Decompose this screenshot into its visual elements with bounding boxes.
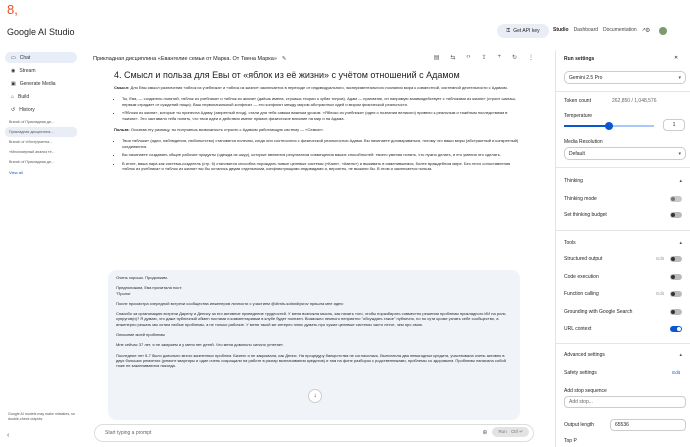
divider — [556, 230, 690, 231]
list-item: • Ты, Ева, — создатель понятий, «яблок из учебника» и «яблок из жизни» (даёшь имена, строишь теории о зубах тигров). Адам — прагматик, он напрямую взаимодействует с «яблоками из жизни» (строит шалаш, первым страдает от суждений пищи). Ваш первоначальный конфликт — это конфликт между миром абстрактных идей и миром физической реальности. — [122, 96, 520, 107]
tools-section-head[interactable]: Tools — [564, 240, 576, 246]
reset-icon[interactable]: ↻ — [511, 55, 517, 61]
sidebar-item-label: Build — [18, 93, 30, 100]
list-item: • «Яблоки из жизни», которые ты принесла Адаму (запретный плод), стали для тебя самым важным уроком. «Яблоко из учебника» (идея о познании великого) привело к реальным и тяжёлым последствиям в «жизни». Это заставило тебя понять, что твои идеи и действия имеют прямое физическое влияние на мир и на Адама. — [122, 110, 520, 121]
message-line: "Пролог — [116, 290, 131, 296]
media-resolution-value: Default — [569, 150, 585, 157]
chevron-down-icon: ▾ — [678, 74, 681, 81]
sidebar-item-label: Chat — [19, 54, 31, 61]
benefit-label: Польза: — [114, 127, 130, 133]
top-bar — [0, 22, 690, 42]
meaning-paragraph — [114, 85, 520, 90]
save-icon[interactable]: ▤ — [433, 55, 440, 61]
chevron-up-icon[interactable]: ▴ — [679, 178, 682, 184]
history-icon: ↺ — [11, 106, 16, 113]
close-icon[interactable]: ✕ — [674, 55, 679, 61]
collapse-sidebar-icon[interactable]: ‹ — [7, 432, 10, 439]
safety-settings-label: Safety settings — [564, 370, 597, 376]
message-line: Мне сейчас 37 лет, я не замужем и у меня нет детей. Что меня довольно сильно угнетает. — [116, 342, 284, 348]
sidebar — [0, 50, 82, 447]
chat-title: Прикладная дисциплина «Евангелие семьи от Марка. От Твена Марка» — [93, 56, 277, 62]
sidebar-item-chat[interactable] — [5, 52, 77, 63]
function-calling-toggle[interactable] — [670, 291, 682, 297]
run-shortcut: Ctrl ↵ — [510, 429, 523, 434]
get-api-key-button[interactable] — [497, 24, 549, 38]
tool-url-context-label: URL context — [564, 326, 592, 332]
title-actions — [434, 54, 534, 61]
temperature-slider-fill — [564, 125, 609, 127]
history-item[interactable]: Branch of Прикладная ди... — [9, 120, 54, 124]
token-count-label: Token count — [564, 98, 591, 104]
run-settings-panel — [555, 50, 690, 447]
chevron-up-icon[interactable]: ▴ — [679, 352, 682, 358]
sidebar-item-build[interactable] — [5, 91, 77, 102]
stop-sequence-input[interactable]: Add stop... — [564, 396, 686, 408]
message-line: После просмотра очередной встречи сообщества инженеров личности с участием @dtrnls-sofandlysrov пришла мне идея: — [116, 300, 344, 306]
run-settings-title: Run settings — [564, 56, 595, 62]
structured-output-toggle[interactable] — [670, 256, 682, 262]
model-value: Gemini 2.5 Pro — [569, 74, 603, 81]
temperature-label: Temperature — [564, 113, 593, 119]
divider — [556, 343, 690, 344]
thinking-mode-toggle[interactable] — [670, 196, 682, 202]
avatar[interactable] — [659, 27, 667, 35]
top-p-label: Top P — [564, 438, 577, 444]
thinking-budget-label: Set thinking budget — [564, 212, 607, 218]
divider — [556, 167, 690, 168]
chat-main — [86, 50, 548, 447]
more-icon[interactable]: ⋮ — [528, 55, 534, 61]
chat-icon: ▭ — [11, 54, 16, 61]
temperature-slider[interactable] — [564, 125, 654, 127]
response-heading: 4. Смысл и польза для Евы от «яблок из её жизни» с учётом отношений с Адамом — [114, 70, 460, 80]
chevron-up-icon[interactable]: ▴ — [679, 240, 682, 246]
temperature-input[interactable]: 1 — [663, 119, 685, 131]
chevron-down-icon: ▾ — [678, 150, 681, 157]
external-link-icon: ↗ — [641, 27, 646, 33]
message-line: Последние лет 5-7 было довольно много жизненных проблем. Бизнес я не закрывала, как Денис. На процедуру банкротства не согласилась. Выплатила два невыгодных кредита, участвовала очень активно в двух больших ремонтах (ремонт квартиры и один очень сокращали на работе в разгар выплачивания кредитов) и там на фоне разборок с родственниками, проблемы со здоровьем. Проблемы написала собой тоже не заканчиваются никогда. — [116, 352, 506, 369]
add-icon[interactable]: + — [497, 54, 501, 60]
meaning-label: Смысл: — [114, 85, 130, 90]
list-item: • Вы начинаете создавать общие рабочие продукты (одежда из шкур), которые являются результатом совмещения ваших способностей: твоего умения понять, что нужно делать, и его умения это сделать. — [122, 152, 520, 157]
key-icon: ⚿ — [506, 28, 511, 34]
run-label: Run — [498, 429, 507, 434]
corner-number: 8, — [7, 2, 18, 17]
arrow-down-icon: ↓ — [313, 393, 317, 399]
share-icon[interactable]: ⇪ — [481, 55, 487, 61]
sidebar-item-stream[interactable] — [5, 65, 77, 76]
safety-settings-edit[interactable]: Edit — [672, 370, 680, 375]
temperature-slider-thumb[interactable] — [605, 122, 613, 130]
dashboard-link[interactable]: Dashboard — [573, 27, 599, 33]
prompt-input[interactable] — [94, 424, 534, 442]
token-count-value: 262,850 / 1,048,576 — [612, 98, 657, 104]
model-response — [114, 70, 520, 177]
code-execution-toggle[interactable] — [670, 274, 682, 280]
sidebar-item-label: Stream — [19, 67, 36, 74]
thinking-mode-label: Thinking mode — [564, 196, 597, 202]
message-line: Очень хорошо. Продолжим. — [116, 275, 168, 280]
settings-icon[interactable]: ⚙ — [645, 28, 651, 34]
model-select[interactable] — [564, 71, 686, 84]
build-icon: ⌂ — [11, 93, 15, 100]
sidebar-item-history[interactable] — [5, 104, 77, 115]
message-line: Спасибо за организацию встречи Дарену и Денису за его активное проведение трудностей. У меня возникла мысль, как начать того, чтобы поразбирать совместно решения проблемы прикладного ИИ на роль супругов(и)? Я думаю, что даже публичный обмен постами и комментариями в клубе будет полезен. Возможно немного неприятно "обсуждать такое" публично, но по сути кроме узнать себе сообщество, а инженерно решать мы хотим любые проблемы, а не только рабочие. У меня такой же интерес плюс думать про чужие целевые системы часто легче, чем про свою. — [116, 311, 506, 327]
meaning-list — [114, 96, 520, 121]
studio-link[interactable]: Studio — [553, 27, 569, 33]
code-icon[interactable]: ‹› — [466, 54, 471, 60]
advanced-section-head[interactable]: Advanced settings — [564, 352, 605, 358]
tool-grounding-label: Grounding with Google Search — [564, 309, 633, 315]
benefit-list — [114, 138, 520, 171]
benefit-paragraph — [114, 127, 520, 132]
function-calling-edit[interactable]: Edit — [656, 291, 664, 296]
run-button[interactable] — [492, 427, 529, 437]
divider — [556, 91, 690, 92]
thinking-budget-toggle[interactable] — [670, 212, 682, 218]
top-links — [553, 27, 646, 33]
thinking-section-head[interactable]: Thinking — [564, 178, 583, 184]
history-item[interactable]: «Многомерный анализ те... — [9, 150, 55, 154]
media-icon: ▣ — [11, 80, 16, 87]
sidebar-item-label: History — [19, 106, 35, 113]
list-item: • В итоге, ваша пара как система-создатель (стр. 6) становится способна порождать новые целевые системы («Каин», «Авель») и выживать в изменившемся, более враждебном мире. Без этого сопоставления «яблок из учебника» и «яблок из жизни» вы бы остались двумя отдельными, конфликтующими индивидами и, вероятно, не выжили бы. В этом и заключается польза. — [122, 161, 520, 172]
media-resolution-label: Media Resolution — [564, 139, 603, 145]
prompt-actions — [482, 427, 529, 437]
prompt-placeholder: Start typing a prompt — [105, 430, 152, 436]
scroll-down-button[interactable] — [308, 389, 322, 403]
output-length-input[interactable]: 65536 — [610, 419, 686, 431]
benefit-text: Осознав эту разницу, ты получаешь возможность строить с Адамом работающую систему — «Семью». — [130, 127, 324, 133]
meaning-text: Для Евы смысл различения «яблок из учебника» и «яблок из жизни» заключается в переходе от индивидуального, экспериментального познания мира к совместной, системной деятельности с Адамом. — [130, 85, 508, 90]
history-item[interactable]: Прикладная дисциплина ... — [5, 127, 77, 137]
get-api-key-label: Get API key — [513, 28, 540, 34]
top-icons — [645, 27, 667, 35]
output-length-label: Output length — [564, 422, 595, 428]
add-attachment-icon[interactable]: ⊕ — [482, 429, 488, 436]
app-logo[interactable]: Google AI Studio — [7, 27, 75, 37]
disclaimer: Google AI models may make mistakes, so double-check outputs. — [8, 412, 75, 421]
compare-icon[interactable]: ⇆ — [450, 55, 456, 61]
stream-icon: ◉ — [11, 67, 16, 74]
stop-sequence-label: Add stop sequence — [564, 388, 607, 394]
documentation-link[interactable]: Documentation — [603, 27, 637, 33]
message-line: Описание моей проблемы — [116, 332, 165, 338]
message-line: Предположим, Ева прочитала пост: — [116, 285, 183, 291]
structured-output-edit[interactable]: Edit — [656, 256, 664, 261]
media-resolution-select[interactable] — [564, 147, 686, 160]
tool-function-calling-label: Function calling — [564, 291, 599, 297]
edit-title-icon[interactable]: ✎ — [281, 56, 287, 62]
grounding-toggle[interactable] — [670, 309, 682, 315]
list-item: • Твои «яблоки» (идеи, наблюдения, любопытство) становятся полезны, когда они соотносятся с физической реальностью Адама. Вы начинаете договариваться, потому что ваши миры (абстрактный и конкретный) соединяются. — [122, 138, 520, 149]
sidebar-item-label: Generate Media — [19, 80, 56, 87]
tool-structured-output-label: Structured output — [564, 256, 603, 262]
sidebar-item-generate-media[interactable] — [5, 78, 77, 89]
history-item[interactable]: Branch of «Инструмента... — [9, 140, 53, 144]
view-all-link[interactable]: View all — [9, 170, 23, 175]
url-context-toggle[interactable] — [670, 326, 682, 332]
tool-code-execution-label: Code execution — [564, 274, 599, 280]
history-item[interactable]: Branch of Прикладная ди... — [9, 160, 54, 164]
